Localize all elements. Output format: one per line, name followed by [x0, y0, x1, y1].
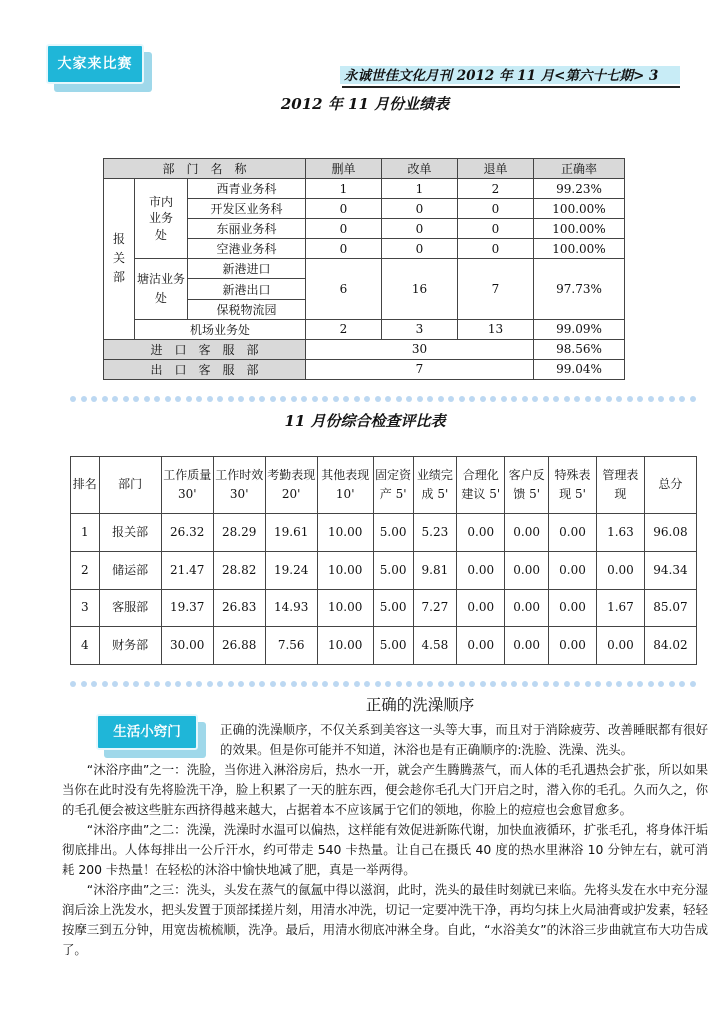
divider-dot — [616, 396, 622, 402]
cell-acc: 100.00% — [534, 199, 625, 219]
divider-dot — [606, 681, 612, 687]
row-name: 西青业务科 — [188, 179, 306, 199]
cell-del: 0 — [306, 239, 382, 259]
cell: 0.00 — [457, 514, 505, 552]
divider-dot — [427, 681, 433, 687]
header-cell: 排名 — [71, 457, 100, 514]
cell: 7.56 — [265, 627, 317, 665]
table-row — [104, 319, 625, 339]
divider-dot — [354, 681, 360, 687]
table1-title: 2012 年 11 月份业绩表 — [280, 95, 450, 113]
cell: 84.02 — [644, 627, 696, 665]
article-paragraph: “沐浴序曲”之二：洗澡，洗澡时水温可以偏热，这样能有效促进新陈代谢，加快血液循环，扩张毛孔，将身体汗垢彻底排出。人体每排出一公斤汗水，约可带走 540 卡热量。让自己在摄氏 40 度的热水里淋浴 10 分钟左右，就可消耗 200 卡热量！在轻松的沐浴中愉快地减了肥，真是一举两得。 — [62, 822, 708, 877]
cell: 1 — [71, 514, 100, 552]
divider-dot — [627, 681, 633, 687]
group-customs — [104, 179, 135, 340]
cell: 85.07 — [644, 589, 696, 627]
cell-ret: 13 — [458, 319, 534, 339]
group-tanggu — [135, 259, 188, 319]
header-del: 删单 — [306, 159, 382, 179]
cell: 14.93 — [265, 589, 317, 627]
cell-mod: 3 — [382, 319, 458, 339]
cell: 10.00 — [317, 589, 373, 627]
divider-dot — [490, 396, 496, 402]
cell: 94.34 — [644, 551, 696, 589]
cell-value: 7 — [306, 359, 534, 379]
divider-dot — [501, 396, 507, 402]
divider-dot — [375, 396, 381, 402]
divider-dot — [112, 396, 118, 402]
header-cell: 总分 — [644, 457, 696, 514]
divider-dot — [175, 681, 181, 687]
divider-dot — [102, 681, 108, 687]
row-name: 新港进口 — [188, 259, 306, 279]
divider-dot — [553, 396, 559, 402]
divider-dot — [679, 396, 685, 402]
divider-dot — [70, 396, 76, 402]
cell: 3 — [71, 589, 100, 627]
divider-dot — [669, 681, 675, 687]
cell: 19.37 — [161, 589, 213, 627]
divider-dot — [207, 396, 213, 402]
divider-dot — [669, 396, 675, 402]
divider-dot — [438, 681, 444, 687]
table-row — [104, 179, 625, 199]
header-cell: 工作质量 30' — [161, 457, 213, 514]
cell: 4.58 — [413, 627, 457, 665]
cell: 0.00 — [457, 589, 505, 627]
divider-dot — [438, 396, 444, 402]
table-row — [104, 339, 625, 359]
divider-dot — [91, 396, 97, 402]
cell-acc: 99.23% — [534, 179, 625, 199]
divider-dot — [207, 681, 213, 687]
divider-dot — [322, 681, 328, 687]
cell: 28.29 — [213, 514, 265, 552]
table-row — [104, 359, 625, 379]
divider-dot — [532, 681, 538, 687]
divider-dot — [81, 396, 87, 402]
divider-dot — [375, 681, 381, 687]
divider-dot — [522, 681, 528, 687]
cell-acc: 97.73% — [534, 259, 625, 319]
divider-dot — [606, 396, 612, 402]
row-name: 开发区业务科 — [188, 199, 306, 219]
divider-dot — [165, 681, 171, 687]
cell: 7.27 — [413, 589, 457, 627]
cell-ret: 0 — [458, 199, 534, 219]
cell: 0.00 — [505, 514, 549, 552]
cell: 报关部 — [99, 514, 161, 552]
divider-dot — [259, 681, 265, 687]
header-rule — [342, 86, 680, 88]
divider-dot — [459, 681, 465, 687]
header-cell: 工作时效 30' — [213, 457, 265, 514]
divider-dot — [417, 396, 423, 402]
divider-dot — [343, 681, 349, 687]
divider-dot — [312, 396, 318, 402]
divider-dot — [364, 681, 370, 687]
divider-dot — [291, 396, 297, 402]
divider-dot — [270, 681, 276, 687]
divider-dot — [144, 396, 150, 402]
divider-dot — [532, 396, 538, 402]
header-cell: 业绩完成 5' — [413, 457, 457, 514]
divider-dot — [165, 396, 171, 402]
cell: 10.00 — [317, 627, 373, 665]
divider-dot — [123, 396, 129, 402]
header-cell: 客户反馈 5' — [505, 457, 549, 514]
row-name: 保税物流园 — [188, 299, 306, 319]
row-name: 空港业务科 — [188, 239, 306, 259]
cell-del: 0 — [306, 199, 382, 219]
divider-dot — [511, 396, 517, 402]
divider-dot — [196, 396, 202, 402]
cell-ret: 2 — [458, 179, 534, 199]
table-row — [71, 514, 697, 552]
cell: 5.00 — [373, 627, 413, 665]
row-name: 进 口 客 服 部 — [104, 339, 306, 359]
divider-dot — [595, 396, 601, 402]
tip-label: 生活小窍门 — [96, 714, 198, 750]
divider-dot — [480, 681, 486, 687]
divider-dot — [637, 681, 643, 687]
cell-mod: 0 — [382, 219, 458, 239]
divider-dot — [406, 396, 412, 402]
cell: 0.00 — [549, 551, 597, 589]
cell: 财务部 — [99, 627, 161, 665]
divider-dot — [574, 396, 580, 402]
article-paragraph: 正确的洗澡顺序，不仅关系到美容这一头等大事，而且对于消除疲劳、改善睡眠都有很好的效果。但是你可能并不知道，沐浴也是有正确顺序的:洗脸、洗澡、洗头。 — [220, 722, 708, 757]
performance-table — [103, 158, 625, 380]
divider-dot — [217, 681, 223, 687]
divider-dot — [259, 396, 265, 402]
divider-dot — [175, 396, 181, 402]
divider-dot — [522, 396, 528, 402]
divider-dot — [427, 396, 433, 402]
cell-mod: 1 — [382, 179, 458, 199]
divider-dot — [312, 681, 318, 687]
divider-dot — [144, 681, 150, 687]
divider-dot — [679, 681, 685, 687]
dotted-divider — [70, 679, 698, 689]
divider-dot — [553, 681, 559, 687]
divider-dot — [102, 396, 108, 402]
divider-dot — [133, 396, 139, 402]
cell: 1.67 — [596, 589, 644, 627]
group-customs-label: 报关部 — [113, 232, 126, 285]
divider-dot — [196, 681, 202, 687]
divider-dot — [648, 396, 654, 402]
divider-dot — [658, 396, 664, 402]
divider-dot — [448, 396, 454, 402]
divider-dot — [291, 681, 297, 687]
divider-dot — [406, 681, 412, 687]
header-cell: 固定资产 5' — [373, 457, 413, 514]
divider-dot — [396, 681, 402, 687]
cell-del: 0 — [306, 219, 382, 239]
cell: 0.00 — [505, 627, 549, 665]
cell: 0.00 — [505, 551, 549, 589]
article-paragraph: “沐浴序曲”之三：洗头，头发在蒸气的氤氲中得以滋润，此时，洗头的最佳时刻就已来临。先将头发在水中充分湿润后涂上洗发水，把头发置于顶部揉搓片刻，用清水冲洗，切记一定要冲洗干净，再均匀抹上火局油膏或护发素，轻轻按摩三到五分钟，用宽齿梳梳顺，洗净。最后，用清水彻底冲淋全身。自此，“水浴美女”的沐浴三步曲就宣布大功告成了。 — [62, 882, 708, 957]
cell: 5.23 — [413, 514, 457, 552]
cell: 0.00 — [596, 627, 644, 665]
badge-label: 大家来比赛 — [46, 44, 144, 84]
header-dept: 部 门 名 称 — [104, 159, 306, 179]
cell-acc: 99.04% — [534, 359, 625, 379]
divider-dot — [480, 396, 486, 402]
divider-dot — [343, 396, 349, 402]
cell: 1.63 — [596, 514, 644, 552]
cell-acc: 98.56% — [534, 339, 625, 359]
divider-dot — [648, 681, 654, 687]
cell: 21.47 — [161, 551, 213, 589]
divider-dot — [280, 681, 286, 687]
cell: 2 — [71, 551, 100, 589]
dotted-divider — [70, 394, 698, 404]
header-ret: 退单 — [458, 159, 534, 179]
divider-dot — [186, 396, 192, 402]
cell: 0.00 — [457, 627, 505, 665]
divider-dot — [280, 396, 286, 402]
divider-dot — [154, 681, 160, 687]
cell: 96.08 — [644, 514, 696, 552]
divider-dot — [585, 681, 591, 687]
cell: 0.00 — [549, 589, 597, 627]
divider-dot — [564, 396, 570, 402]
divider-dot — [616, 681, 622, 687]
cell: 储运部 — [99, 551, 161, 589]
cell-ret: 0 — [458, 219, 534, 239]
divider-dot — [574, 681, 580, 687]
divider-dot — [333, 396, 339, 402]
divider-dot — [70, 681, 76, 687]
table2-title: 11 月份综合检查评比表 — [284, 412, 446, 430]
header-acc: 正确率 — [534, 159, 625, 179]
group-city-label: 市内业务处 — [149, 194, 174, 243]
cell-mod: 0 — [382, 199, 458, 219]
cell: 26.32 — [161, 514, 213, 552]
divider-dot — [417, 681, 423, 687]
cell: 26.83 — [213, 589, 265, 627]
divider-dot — [627, 396, 633, 402]
divider-dot — [301, 681, 307, 687]
evaluation-table — [70, 456, 697, 665]
divider-dot — [91, 681, 97, 687]
cell: 26.88 — [213, 627, 265, 665]
cell-mod: 0 — [382, 239, 458, 259]
divider-dot — [595, 681, 601, 687]
cell: 0.00 — [549, 514, 597, 552]
row-name: 出 口 客 服 部 — [104, 359, 306, 379]
cell-del: 2 — [306, 319, 382, 339]
cell: 0.00 — [505, 589, 549, 627]
table-row — [104, 259, 625, 279]
divider-dot — [501, 681, 507, 687]
divider-dot — [658, 681, 664, 687]
header-cell: 合理化建议 5' — [457, 457, 505, 514]
article-paragraph: “沐浴序曲”之一：洗脸，当你进入淋浴房后，热水一开，就会产生腾腾蒸气，而人体的毛孔遇热会扩张，所以如果当你在此时没有先将脸洗干净，脸上积累了一天的脏东西，便会趁你毛孔大门开启之时，潜入你的毛孔。久而久之，你的毛孔便会被这些脏东西挤得越来越大，占据着本不应该属于它们的领地，你脸上的痘痘也会愈冒愈多。 — [62, 762, 708, 817]
divider-dot — [322, 396, 328, 402]
divider-dot — [123, 681, 129, 687]
divider-dot — [133, 681, 139, 687]
cell: 19.24 — [265, 551, 317, 589]
group-tanggu-label: 塘沽业务处 — [137, 271, 186, 305]
divider-dot — [154, 396, 160, 402]
divider-dot — [81, 681, 87, 687]
divider-dot — [543, 681, 549, 687]
table-header-row — [71, 457, 697, 514]
cell-del: 6 — [306, 259, 382, 319]
divider-dot — [186, 681, 192, 687]
cell: 0.00 — [457, 551, 505, 589]
cell: 10.00 — [317, 551, 373, 589]
divider-dot — [301, 396, 307, 402]
cell-ret: 7 — [458, 259, 534, 319]
article-title: 正确的洗澡顺序 — [365, 696, 475, 714]
row-name: 机场业务处 — [135, 319, 306, 339]
cell: 0.00 — [549, 627, 597, 665]
table-row — [71, 589, 697, 627]
divider-dot — [270, 396, 276, 402]
section-badge — [46, 44, 156, 94]
divider-dot — [385, 396, 391, 402]
divider-dot — [511, 681, 517, 687]
cell-value: 30 — [306, 339, 534, 359]
cell-mod: 16 — [382, 259, 458, 319]
divider-dot — [448, 681, 454, 687]
header-cell: 其他表现 10' — [317, 457, 373, 514]
header-cell: 特殊表现 5' — [549, 457, 597, 514]
divider-dot — [490, 681, 496, 687]
divider-dot — [238, 681, 244, 687]
divider-dot — [217, 396, 223, 402]
cell: 5.00 — [373, 551, 413, 589]
row-name: 东丽业务科 — [188, 219, 306, 239]
cell: 客服部 — [99, 589, 161, 627]
divider-dot — [249, 396, 255, 402]
divider-dot — [249, 681, 255, 687]
header-mod: 改单 — [382, 159, 458, 179]
divider-dot — [396, 396, 402, 402]
table-header-row — [104, 159, 625, 179]
cell: 28.82 — [213, 551, 265, 589]
divider-dot — [585, 396, 591, 402]
header-cell: 部门 — [99, 457, 161, 514]
cell: 19.61 — [265, 514, 317, 552]
divider-dot — [690, 681, 696, 687]
cell: 9.81 — [413, 551, 457, 589]
table-row — [71, 627, 697, 665]
divider-dot — [385, 681, 391, 687]
cell-acc: 100.00% — [534, 219, 625, 239]
divider-dot — [228, 681, 234, 687]
divider-dot — [112, 681, 118, 687]
cell: 4 — [71, 627, 100, 665]
row-name: 新港出口 — [188, 279, 306, 299]
divider-dot — [364, 396, 370, 402]
divider-dot — [354, 396, 360, 402]
table-row — [71, 551, 697, 589]
divider-dot — [469, 396, 475, 402]
cell-del: 1 — [306, 179, 382, 199]
cell: 10.00 — [317, 514, 373, 552]
divider-dot — [469, 681, 475, 687]
divider-dot — [564, 681, 570, 687]
cell: 5.00 — [373, 514, 413, 552]
cell-ret: 0 — [458, 239, 534, 259]
header-cell: 管理表现 — [596, 457, 644, 514]
divider-dot — [228, 396, 234, 402]
divider-dot — [333, 681, 339, 687]
divider-dot — [690, 396, 696, 402]
divider-dot — [543, 396, 549, 402]
cell: 0.00 — [596, 551, 644, 589]
divider-dot — [637, 396, 643, 402]
header-cell: 考勤表现 20' — [265, 457, 317, 514]
divider-dot — [238, 396, 244, 402]
divider-dot — [459, 396, 465, 402]
cell-acc: 99.09% — [534, 319, 625, 339]
cell: 5.00 — [373, 589, 413, 627]
group-city — [135, 179, 188, 259]
tip-badge — [96, 714, 206, 760]
running-header: 永诚世佳文化月刊 2012 年 11 月<第六十七期> 3 — [344, 68, 659, 84]
cell-acc: 100.00% — [534, 239, 625, 259]
cell: 30.00 — [161, 627, 213, 665]
